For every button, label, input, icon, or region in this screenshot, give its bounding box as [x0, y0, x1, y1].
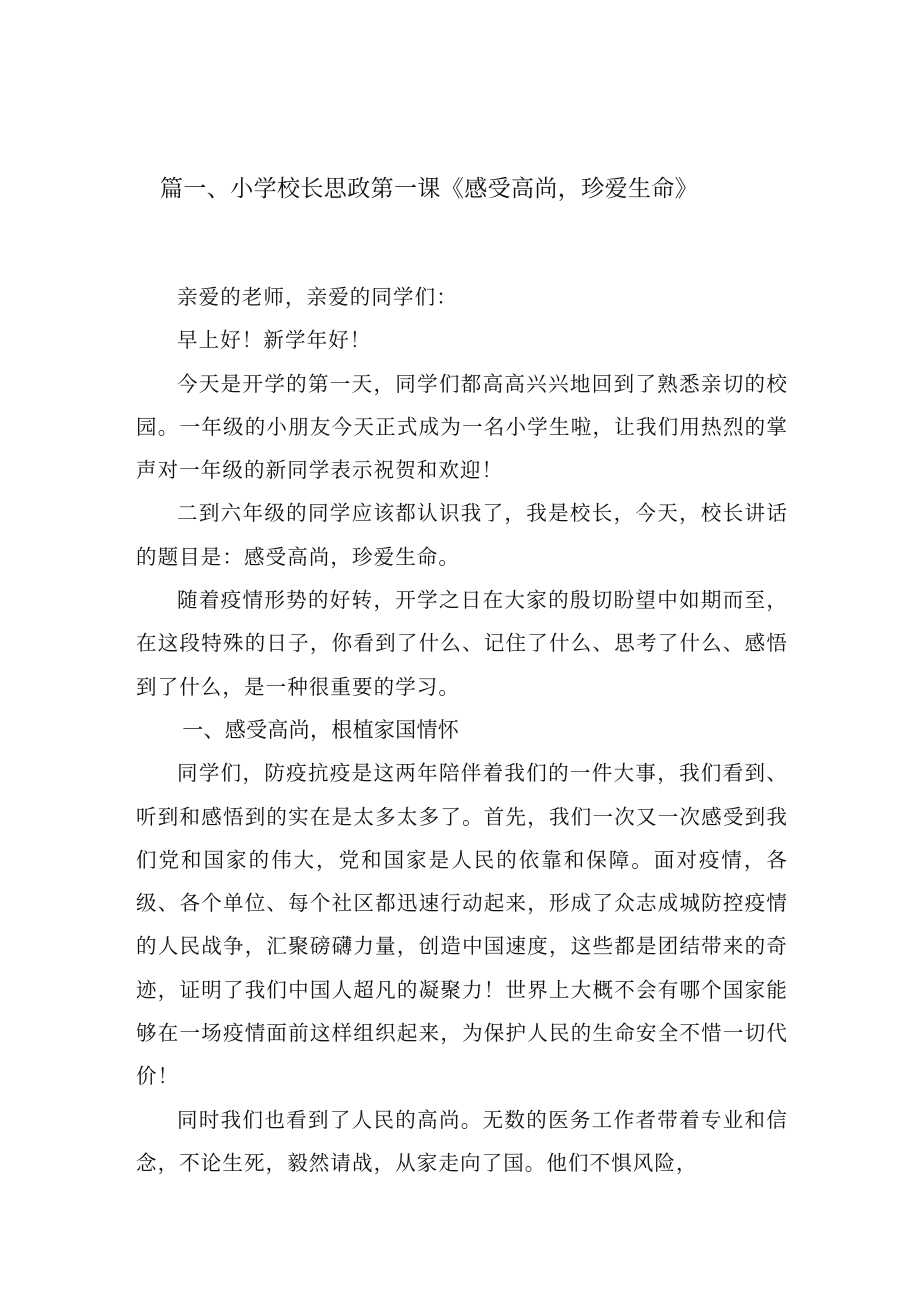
paragraph: 今天是开学的第一天，同学们都高高兴兴地回到了熟悉亲切的校园。一年级的小朋友今天正式成为一名小学生啦，让我们用热烈的掌声对一年级的新同学表示祝贺和欢迎！	[136, 371, 788, 483]
paragraph: 二到六年级的同学应该都认识我了，我是校长，今天，校长讲话的题目是：感受高尚，珍爱生命。	[136, 501, 788, 569]
section-heading: 一、感受高尚，根植家国情怀	[182, 717, 460, 742]
paragraph: 同学们，防疫抗疫是这两年陪伴着我们的一件大事，我们看到、听到和感悟到的实在是太多太多了。首先，我们一次又一次感受到我们党和国家的伟大，党和国家是人民的依靠和保障。面对疫情，各级、各个单位、每个社区都迅速行动起来，形成了众志成城防控疫情的人民战争，汇聚磅礴力量，创造中国速度，这些都是团结带来的奇迹，证明了我们中国人超凡的凝聚力！世界上大概不会有哪个国家能够在一场疫情面前这样组织起来，为保护人民的生命安全不惜一切代价！	[136, 761, 788, 1089]
paragraph: 随着疫情形势的好转，开学之日在大家的殷切盼望中如期而至，在这段特殊的日子，你看到了什么、记住了什么、思考了什么、感悟到了什么，是一种很重要的学习。	[136, 588, 788, 699]
greeting: 早上好！新学年好！	[177, 328, 372, 353]
document-title: 篇一、小学校长思政第一课《感受高尚，珍爱生命》	[160, 176, 699, 202]
salutation: 亲爱的老师，亲爱的同学们：	[177, 285, 458, 309]
paragraph: 同时我们也看到了人民的高尚。无数的医务工作者带着专业和信念，不论生死，毅然请战，从家走向了国。他们不惧风险，	[136, 1107, 788, 1175]
document-body	[136, 276, 788, 1185]
